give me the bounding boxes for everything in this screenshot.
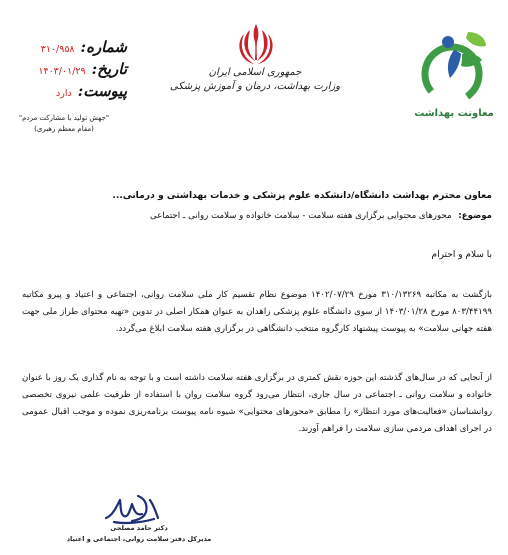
- ministry-line-1: جمهوری اسلامی ایران: [208, 67, 302, 78]
- letter-date-value: ۱۴۰۳/۰۱/۲۹: [38, 66, 86, 77]
- health-deputy-logo-icon: [412, 24, 496, 108]
- handwritten-signature-icon: [100, 488, 164, 526]
- iran-emblem-icon: [234, 20, 278, 66]
- slogan-line-2: (مقام معظم رهبری): [34, 125, 94, 133]
- letter-attachment-row: [12, 82, 127, 104]
- letter-attachment-label: پیوست:: [77, 82, 127, 100]
- letter-date-label: تاریخ:: [91, 60, 127, 78]
- letter-meta: [12, 38, 127, 104]
- letter-salutation: با سلام و احترام: [431, 250, 492, 260]
- letter-paragraph-2: از آنجایی که در سال‌های گذشته این حوزه نقش کمتری در برگزاری هفته سلامت داشته است و با توجه به نام گذاری یک روز با عنوان خانواده و سلامت روانی ـ اجتماعی در سال جاری، انتظار می‌رود گروه سلامت روان با استفاده از ظرفیت علمی نیروی تخصصی روانشناسان «فعالیت‌های مورد انتظار» را مطابق «محورهای محتوایی» شیوه نامه پیوست برنامه‌ریزی نموده و موجب اقبال عمومی در اجرای اهداف مردمی سازی سلامت را فراهم آورند.: [22, 373, 492, 434]
- slogan-line-1: "جهش تولید با مشارکت مردم": [18, 114, 110, 122]
- letter-number-row: [12, 38, 127, 60]
- letter-attachment-value: دارد: [56, 88, 72, 99]
- letter-number-label: شماره:: [80, 38, 127, 56]
- health-deputy-caption: معاونت بهداشت: [414, 108, 494, 119]
- slogan: [14, 113, 114, 135]
- letter-date-row: [12, 60, 127, 82]
- letter-number-value: ۳۱۰/۹۵۸: [40, 44, 75, 55]
- subject-label: موضوع:: [458, 211, 492, 221]
- letter-paragraph-1: بازگشت به مکاتبه ۳۱۰/۱۳۲۶۹ مورخ ۱۴۰۲/۰۷/۲۹ موضوع نظام تقسیم کار ملی سلامت روانی، اجتماعی و اعتیاد و پیرو مکاتبه ۸۰۳/۴۴۱۹۹ مورخ ۱۴۰۳/۰۱/۲۸ از سوی دانشگاه علوم پزشکی زاهدان به عنوان همکار اصلی در تدوین «تهیه محتوای طراز ملی جهت هفته جهانی سلامت» به پیوست پیشنهاد کارگروه منتخب دانشگاهی در برگزاری هفته سلامت ابلاغ می‌گردد.: [22, 290, 492, 334]
- ministry-name: [150, 66, 360, 94]
- letter-subject: [22, 211, 492, 221]
- letter-addressee: معاون محترم بهداشت دانشگاه/دانشکده علوم پزشکی و خدمات بهداشتی و درمانی...: [112, 190, 492, 201]
- subject-text: محورهای محتوایی برگزاری هفته سلامت - سلامت خانواده و سلامت روانی ـ اجتماعی: [149, 211, 452, 221]
- ministry-line-2: وزارت بهداشت، درمان و آموزش پزشکی: [169, 81, 341, 92]
- signatory-title: مدیرکل دفتر سلامت روانی، اجتماعی و اعتیاد: [66, 535, 212, 543]
- signatory-name: دکتر حامد مصلحی: [110, 524, 168, 532]
